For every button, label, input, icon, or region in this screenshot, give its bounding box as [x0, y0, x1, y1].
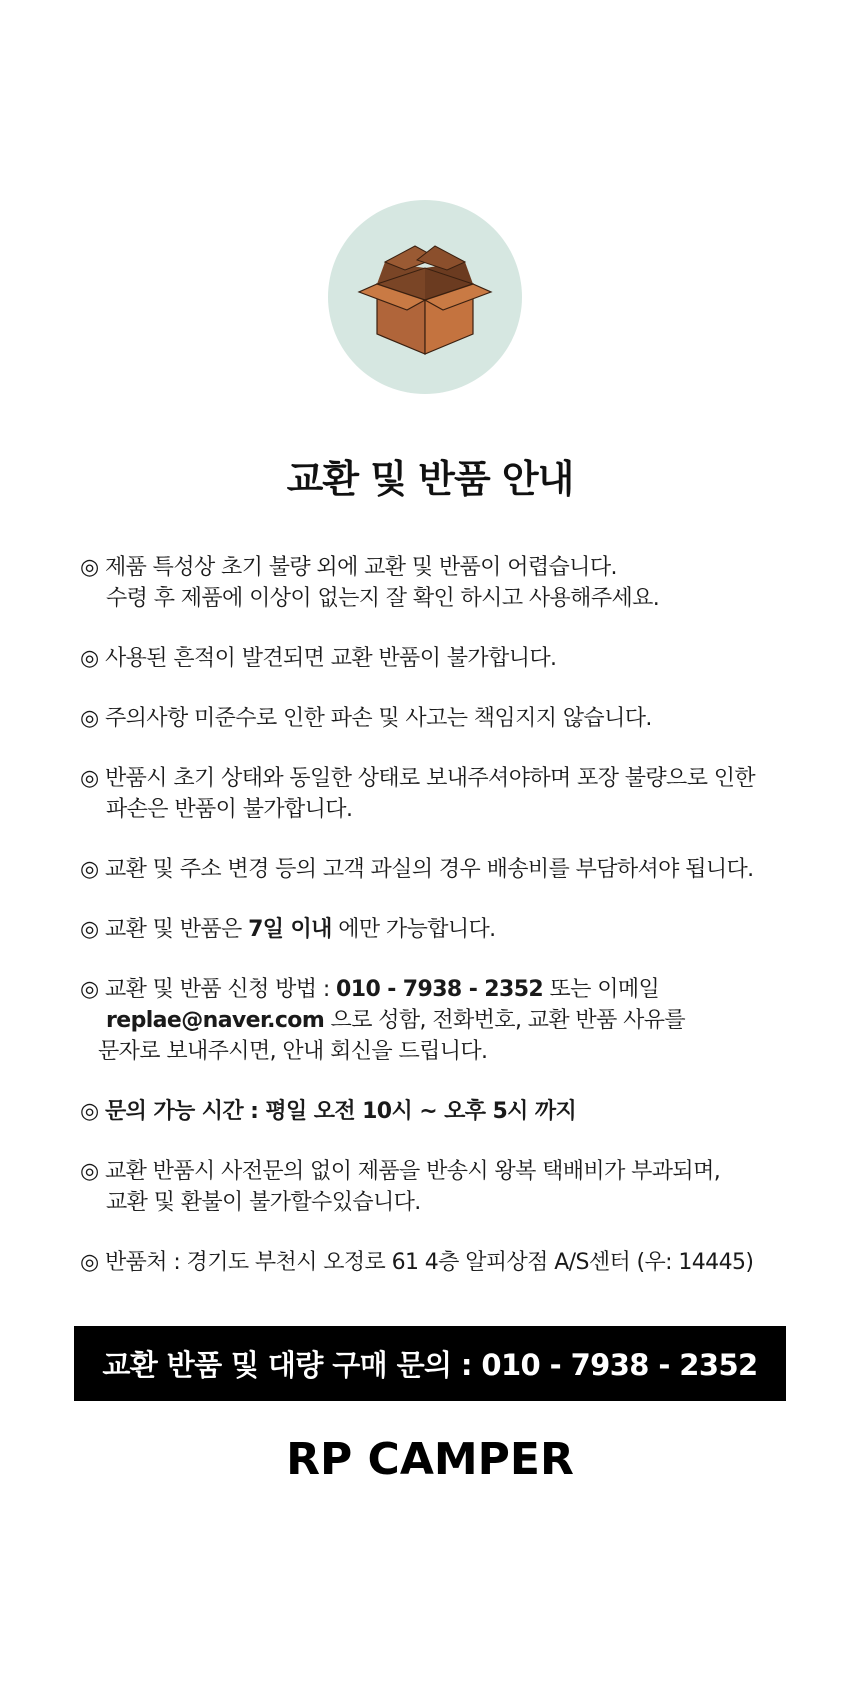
notice-text: ◎ 주의사항 미준수로 인한 파손 및 사고는 책임지지 않습니다. [80, 706, 652, 731]
inquiry-hours: 문의 가능 시간 : 평일 오전 10시 ~ 오후 5시 까지 [105, 1099, 577, 1124]
notice-text: 교환 및 환불이 불가할수있습니다. [106, 1190, 421, 1215]
box-icon-circle [328, 200, 522, 394]
notice-text: ◎ 교환 반품시 사전문의 없이 제품을 반송시 왕복 택배비가 부과되며, [80, 1159, 721, 1184]
open-box-icon [355, 238, 495, 356]
notice-text: 문자로 보내주시면, 안내 회신을 드립니다. [98, 1039, 488, 1064]
notice-text-prefix: ◎ 교환 및 반품 신청 방법 : [80, 977, 337, 1002]
notice-text-suffix: 으로 성함, 전화번호, 교환 반품 사유를 [324, 1008, 686, 1033]
notice-text-suffix: 또는 이메일 [543, 977, 660, 1002]
notice-text: 수령 후 제품에 이상이 없는지 잘 확인 하시고 사용해주세요. [106, 586, 660, 611]
notice-item-8 [80, 1096, 800, 1127]
notice-item-1 [80, 552, 800, 614]
notice-item-6 [80, 914, 800, 945]
notice-text-prefix: ◎ 교환 및 반품은 [80, 917, 249, 942]
notice-text: ◎ 사용된 흔적이 발견되면 교환 반품이 불가합니다. [80, 646, 557, 671]
notice-item-4 [80, 763, 800, 825]
notice-text: ◎ 교환 및 주소 변경 등의 고객 과실의 경우 배송비를 부담하셔야 됩니다. [80, 857, 754, 882]
notice-text [80, 914, 800, 945]
notice-item-3 [80, 703, 800, 734]
notice-item-10 [80, 1247, 800, 1278]
notice-text: ◎ 반품시 초기 상태와 동일한 상태로 보내주셔야하며 포장 불량으로 인한 [80, 766, 756, 791]
contact-bar-text: 교환 반품 및 대량 구매 문의 : 010 - 7938 - 2352 [102, 1348, 758, 1382]
notice-text-prefix: ◎ [80, 1099, 105, 1124]
notice-text: ◎ 제품 특성상 초기 불량 외에 교환 및 반품이 어렵습니다. [80, 555, 617, 580]
page-title: 교환 및 반품 안내 [286, 457, 574, 501]
notice-text: 파손은 반품이 불가합니다. [106, 797, 353, 822]
notice-item-5 [80, 854, 800, 885]
notice-text: ◎ 반품처 : 경기도 부천시 오정로 61 4층 알피상점 A/S센터 (우: 14445) [80, 1250, 754, 1275]
return-period: 7일 이내 [248, 917, 332, 942]
notice-text-suffix: 에만 가능합니다. [331, 917, 496, 942]
contact-phone: 010 - 7938 - 2352 [336, 977, 544, 1002]
notice-text [80, 1005, 800, 1036]
notice-item-7 [80, 974, 800, 1067]
notice-text [80, 974, 800, 1005]
notice-item-9 [80, 1156, 800, 1218]
brand-logo: RP CAMPER [286, 1434, 574, 1485]
contact-bar [74, 1326, 786, 1401]
notice-text [80, 1096, 800, 1127]
notice-list [80, 552, 800, 1307]
notice-item-2 [80, 643, 800, 674]
contact-email: replae@naver.com [106, 1008, 325, 1033]
